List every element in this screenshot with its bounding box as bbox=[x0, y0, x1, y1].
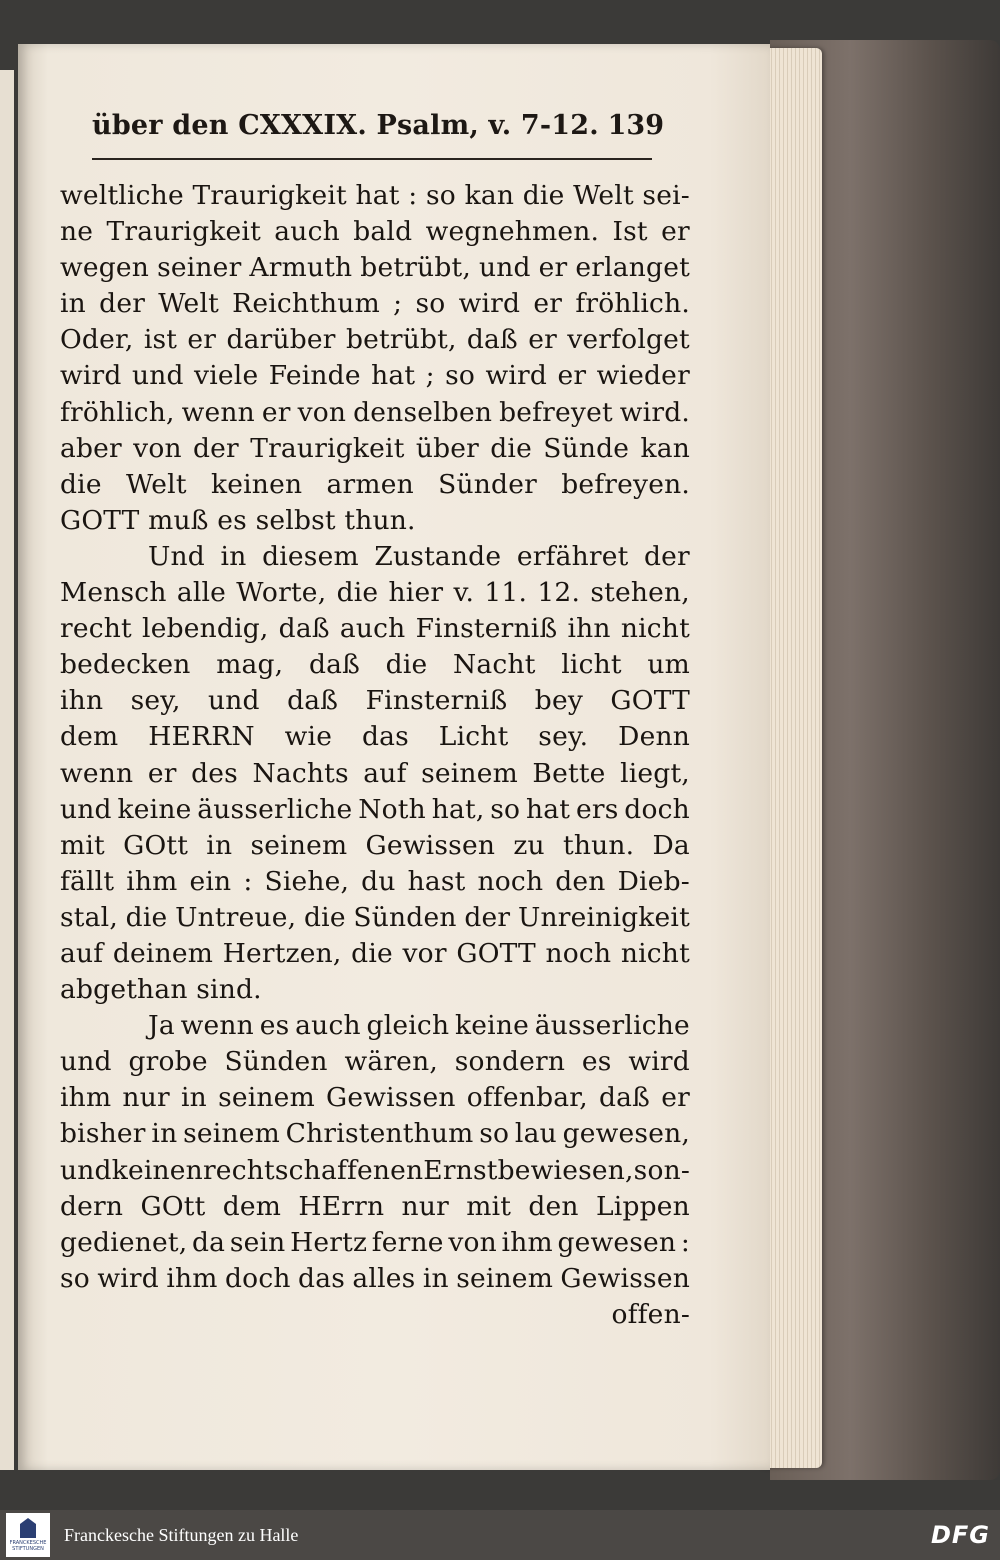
text-line: bedecken mag, daß die Nacht licht um bbox=[60, 649, 690, 681]
text-line: aber von der Traurigkeit über die Sünde kan bbox=[60, 432, 690, 464]
footer-bar bbox=[0, 1510, 1000, 1560]
text-line: GOTT muß es selbst thun. bbox=[60, 504, 416, 536]
text-line: ne Traurigkeit auch bald wegnehmen. Ist er bbox=[60, 216, 690, 248]
text-line: ihn sey, und daß Finsterniß bey GOTT bbox=[60, 685, 690, 717]
header-rule bbox=[92, 158, 652, 160]
text-line: dem HERRN wie das Licht sey. Denn bbox=[60, 721, 690, 753]
text-line: dern GOtt dem HErrn nur mit den Lippen bbox=[60, 1190, 690, 1222]
institution-logo-text: FRANCKESCHE STIFTUNGEN bbox=[9, 1540, 47, 1552]
text-line: und keine äusserliche Noth hat, so hat ers doch bbox=[60, 793, 690, 825]
text-line: in der Welt Reichthum ; so wird er fröhlich. bbox=[60, 288, 690, 320]
text-line: Und in diesem Zustande erfähret der bbox=[148, 540, 690, 572]
building-icon bbox=[20, 1518, 36, 1538]
text-line: gedienet, da sein Hertz ferne von ihm gewesen : bbox=[60, 1226, 690, 1258]
text-line: wird und viele Feinde hat ; so wird er wieder bbox=[60, 360, 690, 392]
text-line: so wird ihm doch das alles in seinem Gewissen bbox=[60, 1262, 690, 1294]
text-line: bisher in seinem Christenthum so lau gewesen, bbox=[60, 1118, 690, 1150]
text-line: Ja wenn es auch gleich keine äusserliche bbox=[148, 1010, 690, 1042]
institution-logo bbox=[6, 1513, 50, 1557]
text-line: weltliche Traurigkeit hat : so kan die Welt sei- bbox=[60, 180, 690, 211]
text-line: stal, die Untreue, die Sünden der Unreinigkeit bbox=[60, 901, 690, 933]
previous-page-edge bbox=[0, 70, 14, 1470]
text-line: und grobe Sünden wären, sondern es wird bbox=[60, 1046, 690, 1078]
text-line: ihm nur in seinem Gewissen offenbar, daß er bbox=[60, 1082, 690, 1114]
page-number: 139 bbox=[607, 110, 664, 141]
text-line: Oder, ist er darüber betrübt, daß er verfolget bbox=[60, 324, 690, 356]
text-line: Mensch alle Worte, die hier v. 11. 12. stehen, bbox=[60, 577, 690, 609]
text-line: wegen seiner Armuth betrübt, und er erlanget bbox=[60, 252, 690, 284]
text-line: und keinen rechtschaffenen Ernst bewiesen, son- bbox=[60, 1154, 691, 1186]
page-header bbox=[92, 110, 664, 158]
running-head: über den CXXXIX. Psalm, v. 7-12. bbox=[92, 110, 599, 141]
text-line: auf deinem Hertzen, die vor GOTT noch nicht bbox=[60, 937, 690, 969]
text-line: offen- bbox=[611, 1298, 690, 1330]
text-line: recht lebendig, daß auch Finsterniß ihn nicht bbox=[60, 613, 690, 645]
dfg-logo: DFG bbox=[930, 1521, 990, 1549]
text-line: die Welt keinen armen Sünder befreyen. bbox=[60, 468, 690, 500]
text-line: fröhlich, wenn er von denselben befreyet wird. bbox=[60, 396, 690, 428]
text-line: abgethan sind. bbox=[60, 974, 262, 1006]
institution-name[interactable]: Franckesche Stiftungen zu Halle bbox=[64, 1524, 299, 1545]
text-line: fällt ihm ein : Siehe, du hast noch den Dieb- bbox=[60, 865, 690, 897]
text-line: mit GOtt in seinem Gewissen zu thun. Da bbox=[60, 829, 690, 861]
body-text bbox=[60, 178, 690, 1333]
text-line: wenn er des Nachts auf seinem Bette liegt, bbox=[60, 757, 690, 789]
